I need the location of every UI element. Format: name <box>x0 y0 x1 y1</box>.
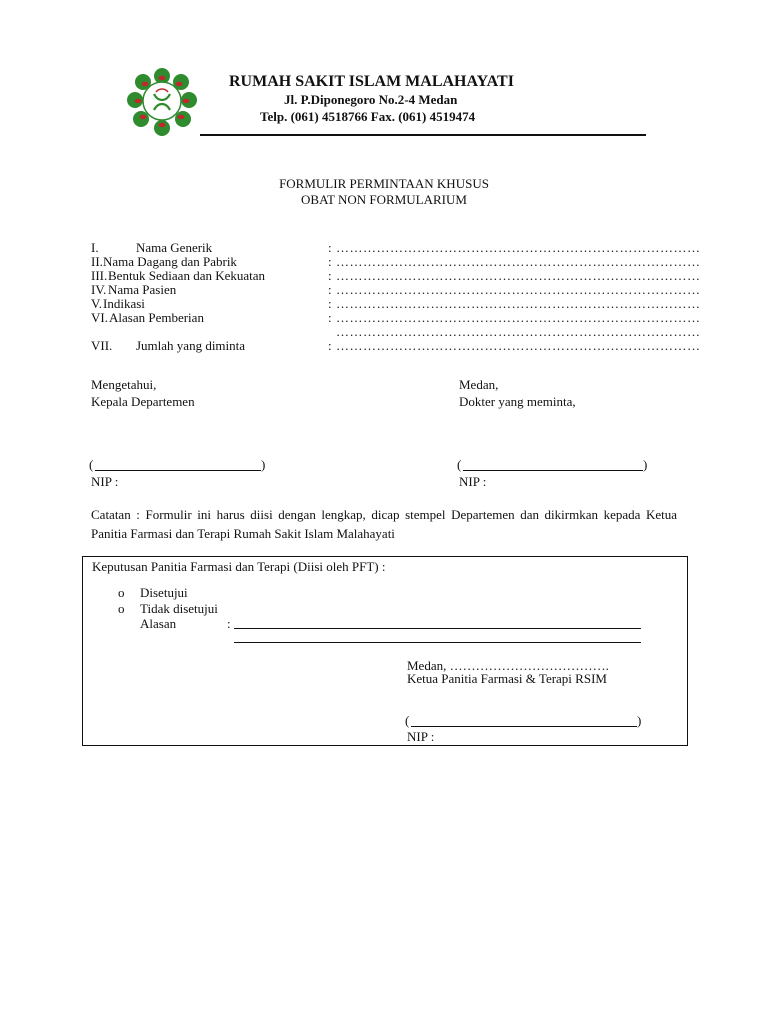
field-label: Alasan Pemberian <box>109 310 204 325</box>
field-number: VI. <box>91 310 108 325</box>
field-input-dots[interactable]: ……………………………………………………………………… <box>336 240 701 255</box>
field-colon: : <box>328 296 332 311</box>
field-number: V. <box>91 296 102 311</box>
field-input-dots[interactable]: ……………………………………………………………………… <box>336 296 701 311</box>
decision-place-date: Medan, ………………………………. <box>407 658 609 673</box>
acknowledged-label: Mengetahui, <box>91 377 157 392</box>
paren-close: ) <box>637 713 642 728</box>
reason-line-2[interactable] <box>234 642 641 643</box>
form-title-line2: OBAT NON FORMULARIUM <box>301 192 467 207</box>
field-colon: : <box>328 254 332 269</box>
header-divider <box>200 134 646 136</box>
nip-left-label: NIP : <box>91 474 119 489</box>
requesting-doctor-label: Dokter yang meminta, <box>459 394 576 409</box>
field-colon: : <box>328 282 332 297</box>
paren-open: ( <box>89 457 94 472</box>
field-number: IV. <box>91 282 107 297</box>
field-input-dots[interactable]: ……………………………………………………………………… <box>336 310 701 325</box>
field-input-dots[interactable]: ……………………………………………………………………… <box>336 338 701 353</box>
paren-close: ) <box>643 457 648 472</box>
field-colon: : <box>328 240 332 255</box>
field-input-dots[interactable]: ……………………………………………………………………… <box>336 268 701 283</box>
paren-open: ( <box>457 457 462 472</box>
field-input-dots[interactable]: ……………………………………………………………………… <box>336 254 701 269</box>
field-number: I. <box>91 240 99 255</box>
note-text: Catatan : Formulir ini harus diisi dengan lengkap, dicap stempel Departemen dan dikirmkan kepada Ketua Panitia Farmasi dan Terapi Rumah Sakit Islam Malahayati <box>91 507 677 541</box>
paren-close: ) <box>261 457 266 472</box>
field-label: Indikasi <box>103 296 145 311</box>
field-number: VII. <box>91 338 113 353</box>
nip-right-label: NIP : <box>459 474 487 489</box>
field-number: III. <box>91 268 108 283</box>
field-label: Nama Pasien <box>108 282 177 297</box>
field-colon: : <box>328 310 332 325</box>
bullet-circle-icon: o <box>118 601 125 616</box>
field-label: Jumlah yang diminta <box>136 338 246 353</box>
bullet-circle-icon: o <box>118 585 125 600</box>
hospital-logo <box>126 68 198 136</box>
option-label: Tidak disetujui <box>140 601 218 616</box>
field-input-dots[interactable]: ……………………………………………………………………… <box>336 324 701 339</box>
committee-chair-title: Ketua Panitia Farmasi & Terapi RSIM <box>407 671 607 686</box>
reason-label: Alasan <box>140 616 177 631</box>
field-label: Nama Dagang dan Pabrik <box>103 254 237 269</box>
reason-colon: : <box>227 616 231 631</box>
logo-emblem-icon <box>126 68 198 136</box>
field-colon: : <box>328 268 332 283</box>
field-label: Bentuk Sediaan dan Kekuatan <box>108 268 266 283</box>
field-input-dots[interactable]: ……………………………………………………………………… <box>336 282 701 297</box>
decision-heading: Keputusan Panitia Farmasi dan Terapi (Diisi oleh PFT) : <box>92 559 386 574</box>
place-label: Medan, <box>459 377 499 392</box>
reason-line-1[interactable] <box>234 628 641 629</box>
signature-line <box>411 726 637 727</box>
hospital-name: RUMAH SAKIT ISLAM MALAHAYATI <box>229 73 514 90</box>
field-label: Nama Generik <box>136 240 213 255</box>
option-label: Disetujui <box>140 585 188 600</box>
paren-open: ( <box>405 713 410 728</box>
form-title-line1: FORMULIR PERMINTAAN KHUSUS <box>279 176 489 191</box>
hospital-address: Jl. P.Diponegoro No.2-4 Medan <box>284 92 458 107</box>
chair-nip-label: NIP : <box>407 729 435 744</box>
signature-line <box>95 470 261 471</box>
field-colon: : <box>328 338 332 353</box>
department-head-label: Kepala Departemen <box>91 394 195 409</box>
signature-line <box>463 470 643 471</box>
field-number: II. <box>91 254 103 269</box>
hospital-phone: Telp. (061) 4518766 Fax. (061) 4519474 <box>260 109 476 124</box>
